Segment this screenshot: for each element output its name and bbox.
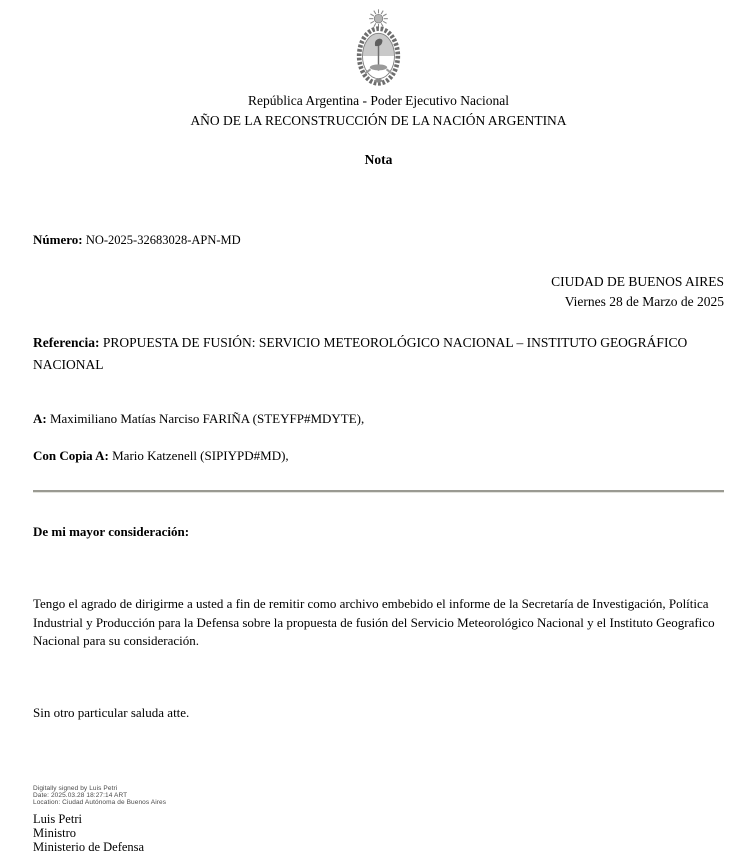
signature-block: [33, 812, 724, 854]
signatory-title: Ministro: [33, 826, 77, 841]
digital-signature-line-3: Location: Ciudad Autónoma de Buenos Aires: [33, 799, 167, 807]
doc-type-title: Nota: [364, 152, 393, 167]
numero-line: [33, 230, 724, 250]
document-header-crest: [33, 8, 724, 88]
referencia-line: [33, 332, 724, 376]
body-paragraph: Tengo el agrado de dirigirme a usted a fin de remitir como archivo embebido el informe de la Secretaría de Investigación, Política Industrial y Producción para la Defensa sobre la propuesta de fusión del Servicio Meteorológico Nacional y el Instituto Geografico Nacional para su consideración.: [33, 596, 715, 648]
digital-signature-stamp: [33, 785, 724, 807]
separator-rule: [33, 490, 724, 493]
referencia-text: PROPUESTA DE FUSIÓN: SERVICIO METEOROLÓGICO NACIONAL – INSTITUTO GEOGRÁFICO NACIONAL: [33, 335, 688, 372]
digital-signature-line-1: Digitally signed by Luis Petri: [33, 784, 118, 792]
numero-value: NO-2025-32683028-APN-MD: [85, 233, 241, 247]
cc-label: Con Copia A:: [33, 448, 109, 463]
argentina-coat-of-arms-icon: [345, 8, 412, 88]
recipient-value: Maximiliano Matías Narciso FARIÑA (STEYFP#MDYTE),: [49, 411, 365, 426]
referencia-label: Referencia:: [33, 335, 100, 350]
signatory-name: Luis Petri: [33, 812, 82, 827]
recipient-label: A:: [33, 411, 47, 426]
dateline-date: Viernes 28 de Marzo de 2025: [564, 294, 724, 309]
header-line-anio: AÑO DE LA RECONSTRUCCIÓN DE LA NACIÓN ARGENTINA: [190, 113, 567, 128]
dateline-city: CIUDAD DE BUENOS AIRES: [551, 274, 724, 289]
closing-line: Sin otro particular saluda atte.: [33, 704, 190, 720]
header-line-republica: República Argentina - Poder Ejecutivo Nacional: [247, 93, 510, 108]
numero-label: Número:: [33, 232, 83, 247]
recipient-line: [33, 409, 724, 429]
cc-line: [33, 446, 724, 466]
signatory-org: Ministerio de Defensa: [33, 840, 145, 855]
dateline: [33, 272, 724, 312]
cc-value: Mario Katzenell (SIPIYPD#MD),: [112, 448, 289, 463]
digital-signature-line-2: Date: 2025.03.28 18:27:14 ART: [33, 791, 128, 799]
salutation: De mi mayor consideración:: [33, 524, 190, 539]
